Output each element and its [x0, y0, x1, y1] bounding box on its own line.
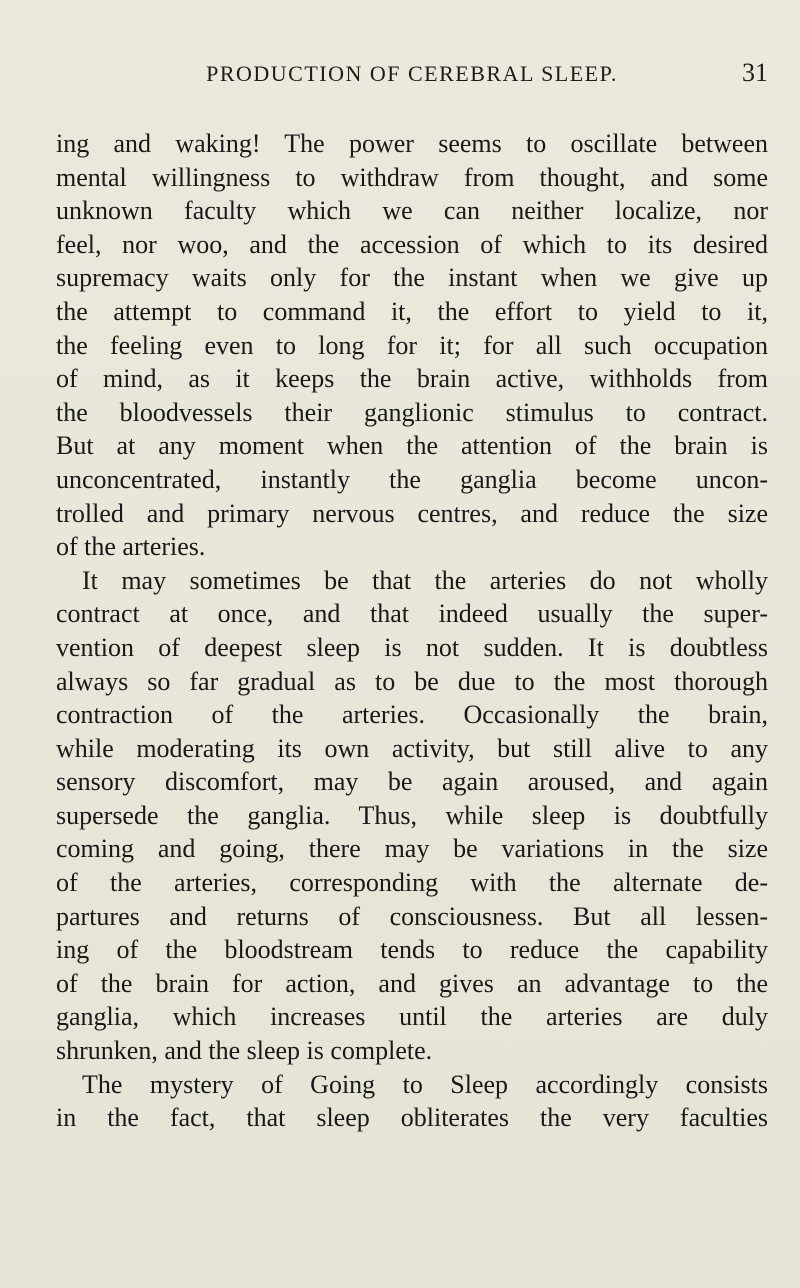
text-line: sensory discomfort, may be again aroused, and again [56, 767, 768, 797]
text-line: mental willingness to withdraw from thought, and some [56, 162, 768, 192]
text-line: partures and returns of consciousness. But all lessen- [56, 901, 768, 931]
text-line: ing of the bloodstream tends to reduce the capability [56, 935, 768, 965]
text-line: It may sometimes be that the arteries do not wholly [82, 565, 768, 595]
text-line: of mind, as it keeps the brain active, withholds from [56, 364, 768, 394]
text-line: in the fact, that sleep obliterates the very faculties [56, 1103, 768, 1133]
text-line: the bloodvessels their ganglionic stimulus to contract. [56, 397, 768, 427]
text-line: ing and waking! The power seems to oscillate between [56, 129, 768, 158]
text-line: contraction of the arteries. Occasionally the brain, [56, 700, 768, 730]
text-line: of the brain for action, and gives an advantage to the [56, 968, 768, 998]
text-line: The mystery of Going to Sleep accordingly consists [82, 1069, 768, 1099]
text-line: contract at once, and that indeed usually the super- [56, 599, 768, 629]
text-line: supremacy waits only for the instant when we give up [56, 263, 768, 293]
running-head [56, 58, 768, 98]
text-line: vention of deepest sleep is not sudden. It is doubtless [56, 632, 768, 662]
text-line: always so far gradual as to be due to the most thorough [56, 666, 768, 696]
text-line: coming and going, there may be variations in the size [56, 834, 768, 864]
text-line: of the arteries, corresponding with the alternate de- [56, 868, 768, 898]
text-line: feel, nor woo, and the accession of which to its desired [56, 229, 768, 259]
text-line: But at any moment when the attention of the brain is [56, 431, 768, 461]
text-line: ganglia, which increases until the arteries are duly [56, 1002, 768, 1032]
text-line: the feeling even to long for it; for all such occupation [56, 330, 768, 360]
text-line: supersede the ganglia. Thus, while sleep is doubtfully [56, 800, 768, 830]
text-line: shrunken, and the sleep is complete. [56, 1036, 433, 1066]
text-line: unknown faculty which we can neither localize, nor [56, 196, 768, 226]
running-title: PRODUCTION OF CEREBRAL SLEEP. [206, 61, 618, 86]
text-line: unconcentrated, instantly the ganglia become uncon- [56, 464, 768, 494]
text-line: of the arteries. [56, 532, 206, 562]
text-line: while moderating its own activity, but still alive to any [56, 733, 768, 763]
text-line: trolled and primary nervous centres, and reduce the size [56, 498, 768, 528]
text-line: the attempt to command it, the effort to yield to it, [56, 296, 768, 326]
page-number: 31 [742, 58, 768, 87]
body-text [56, 127, 768, 1135]
